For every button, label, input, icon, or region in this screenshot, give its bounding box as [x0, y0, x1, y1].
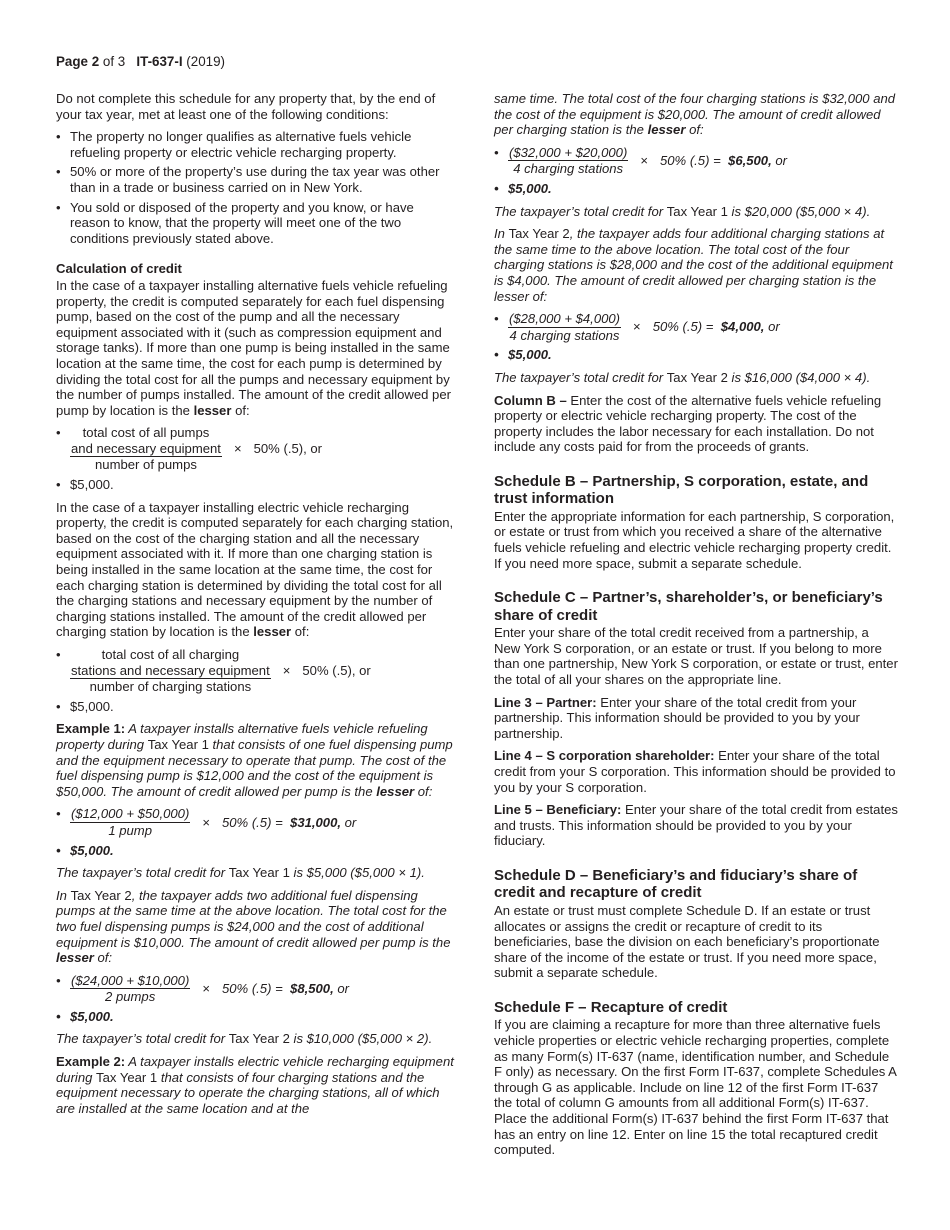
schedule-d-text: An estate or trust must complete Schedule D. If an estate or trust allocates or assigns the credit or recapture of credit to its beneficiaries, base the division on each beneficiary’s proportionate share of the income of the estate or trust. If you need more space, submit a separate schedule. [494, 902, 880, 981]
pump-formula-list [56, 425, 456, 492]
times-sign: × [640, 153, 648, 169]
example1-year2-total: The taxpayer’s total credit for Tax Year 2 is $10,000 ($5,000 × 2). [56, 1031, 433, 1047]
example2-paragraph: Example 2: A taxpayer installs electric vehicle recharging equipment during Tax Year 1 that consists of four charging stations and the equipment necessary to operate the charging stations, all of which are installed at the same location and at the [56, 1054, 454, 1116]
pump-formula [56, 425, 456, 473]
times-sign: × [202, 814, 210, 830]
left-column [56, 91, 456, 1123]
form-year: (2019) [182, 54, 226, 69]
fifty-percent-or: 50% (.5), or [302, 663, 371, 679]
fifty-percent-eq: 50% (.5) = [221, 814, 283, 830]
form-number: IT-637-I [136, 54, 183, 69]
ev-frac-denominator: number of charging stations [89, 679, 252, 695]
line4-paragraph: Line 4 – S corporation shareholder: Enter your share of the total credit from your S corporation. This information should be provided to you by your S corporation. [494, 748, 896, 795]
times-sign: × [233, 441, 242, 457]
example1-year2-formula-list [56, 973, 456, 1025]
times-sign: × [282, 663, 291, 679]
schedule-b-text: Enter the appropriate information for each partnership, S corporation, or estate or trust from which you received a share of the alternative fuels vehicle refueling and electric vehicle recharging property credit. If you need more space, submit a separate schedule. [494, 508, 895, 571]
ex1-frac-numerator: • ($12,000 + $50,000) [71, 806, 190, 822]
ex1-frac-denominator: 1 pump [108, 822, 152, 838]
pump-frac-numerator: and necessary equipment [71, 440, 221, 456]
example1-paragraph: Example 1: A taxpayer installs alternative fuels vehicle refueling property during Tax Year 1 that consists of one fuel dispensing pump and the equipment necessary to operate that pump. The cost of the fuel dispensing pump is $12,000 and the cost of the equipment is $50,000. The amount of credit allowed per pump is the lesser of: [56, 721, 453, 799]
ev-paragraph: In the case of a taxpayer installing electric vehicle recharging property, the credit is computed separately for each charging station, based on the cost of the charging station and all the necessary equipment associated with it. If more than one charging station is being installed in the same location at the same time, the cost for each charging station is determined by dividing the total cost for all the charging stations and necessary equipment by the number of charging stations installed. The amount of the credit allowed per charging station by location is the lesser of: [56, 499, 454, 640]
pump-frac-line1: • total cost of all pumps [82, 425, 210, 441]
ex2-frac-numerator: • ($32,000 + $20,000) [509, 144, 628, 160]
ev-frac-numerator: stations and necessary equipment [71, 662, 270, 678]
page-header [56, 54, 225, 70]
list-item: • You sold or disposed of the property and you know, or have reason to know, that the property will meet one of the two conditions previously stated above. [56, 200, 456, 247]
page-number: Page 2 [56, 54, 100, 69]
schedule-d-heading: Schedule D – Beneficiary’s and fiduciary’s share of credit and recapture of credit [494, 866, 858, 902]
example2-total: The taxpayer’s total credit for Tax Year 1 is $20,000 ($5,000 × 4). [494, 203, 871, 219]
ex2y2-result: $4,000, [720, 319, 765, 335]
fifty-percent-eq: 50% (.5) = [652, 319, 714, 335]
five-thousand-cap: • $5,000. [56, 1009, 456, 1025]
example2-year2: In Tax Year 2, the taxpayer adds four additional charging stations at the same time to the above location. The total cost of the four charging stations is $28,000 and the cost of the additional equipment is $4,000. The amount of credit allowed per charging station is the lesser of: [494, 226, 893, 304]
five-thousand-cap: • $5,000. [56, 699, 456, 715]
ex1y2-result: $8,500, [290, 980, 334, 996]
schedule-f-text: If you are claiming a recapture for more than three alternative fuels vehicle properties or electric vehicle recharging properties, complete as many Form(s) IT-637 (name, identification number, and Schedule F only) as necessary. On the first Form IT-637, complete Schedules A through G as applicable. Include on line 12 of the first Form IT-637 the total of column G amounts from all additional Form(s) IT-637. Place the additional Form(s) IT-637 behind the first Form IT-637 that has an entry on line 12. Enter on line 15 the total recaptured credit computed. [494, 1017, 897, 1158]
ex2y2-frac-denominator: 4 charging stations [509, 327, 620, 343]
example2-formula-list [494, 145, 898, 197]
schedule-b-heading: Schedule B – Partnership, S corporation, estate, and trust information [494, 472, 869, 508]
line3-paragraph: Line 3 – Partner: Enter your share of the total credit from your partnership. This information should be provided to you by your partnership. [494, 694, 860, 741]
schedule-c-text: Enter your share of the total credit received from a partnership, a New York S corporation, or an estate or trust. If you belong to more than one partnership, New York S corporation, or estate or trust, enter the total of all your shares on the appropriate line. [494, 625, 898, 688]
ex2-frac-denominator: 4 charging stations [513, 161, 624, 177]
ex1y2-frac-numerator: • ($24,000 + $10,000) [71, 972, 190, 988]
five-thousand-cap: • $5,000. [494, 181, 898, 197]
column-b-paragraph: Column B – Enter the cost of the alternative fuels vehicle refueling property or electric vehicle recharging property. The cost of the property includes the labor necessary for each installation. Do not include any costs paid for from the proceeds of grants. [494, 392, 882, 455]
line5-paragraph: Line 5 – Beneficiary: Enter your share of the total credit from estates and trusts. This information should be provided to you by your fiduciary. [494, 802, 898, 849]
schedule-c-heading: Schedule C – Partner’s, shareholder’s, or beneficiary’s share of credit [494, 589, 883, 624]
fifty-percent-eq: 50% (.5) = [659, 153, 721, 169]
ex2y2-frac-numerator: • ($28,000 + $4,000) [509, 311, 621, 327]
times-sign: × [633, 319, 641, 335]
ex1y2-frac-denominator: 2 pumps [105, 989, 156, 1005]
example1-formula: • $\frac{(\$12,000 + \$50,000)}{\text{1 pump}}$ × 50% (.5) = $31,000, or [56, 806, 456, 838]
example2-year2-total: The taxpayer’s total credit for Tax Year 2 is $16,000 ($4,000 × 4). [494, 369, 871, 385]
intro-paragraph: Do not complete this schedule for any property that, by the end of your tax year, met at least one of the following conditions: [56, 91, 436, 122]
example2-continued: same time. The total cost of the four charging stations is $32,000 and the cost of the equipment is $20,000. The amount of credit allowed per charging station is the lesser of: [494, 91, 896, 138]
fifty-percent-eq: 50% (.5) = [221, 980, 283, 996]
example1-total: The taxpayer’s total credit for Tax Year 1 is $5,000 ($5,000 × 1). [56, 865, 425, 881]
example2-year2-formula-list [494, 311, 898, 363]
page-of: of 3 [99, 54, 126, 69]
example2-formula: • $\frac{(\$32,000 + \$20,000)}{\text{4 charging stations}}$ × 50% (.5) = $6,500, or [494, 145, 898, 177]
ev-frac-line1: • total cost of all charging [101, 647, 240, 662]
schedule-f-heading: Schedule F – Recapture of credit [494, 998, 728, 1016]
pump-frac-denominator: number of pumps [95, 457, 197, 473]
five-thousand-cap: • $5,000. [494, 347, 898, 363]
ex1-result: $31,000, [290, 814, 341, 830]
list-item: • The property no longer qualifies as alternative fuels vehicle refueling property or electric vehicle recharging property. [56, 129, 456, 160]
ev-formula-list [56, 647, 456, 714]
right-column [494, 91, 898, 1165]
conditions-list [56, 129, 456, 246]
example1-year2: In Tax Year 2, the taxpayer adds two additional fuel dispensing pumps at the same time at the above location. The total cost for the two fuel dispensing pumps is $24,000 and the cost of additional equipment is $10,000. The amount of credit allowed per pump is the lesser of: [56, 887, 451, 966]
fifty-percent-or: 50% (.5), or [253, 441, 323, 457]
calc-paragraph: In the case of a taxpayer installing alternative fuels vehicle refueling property, the credit is computed separately for each fuel dispensing pump, based on the cost of the pump and all the necessary equipment associated with it (such as compression equipment and storage tanks). If more than one pump is being installed in the same location at the same time, the cost for each pump is determined by dividing the total cost for all the pumps and necessary equipment by the number of pumps installed. The amount of the credit allowed per pump by location is the lesser of: [56, 277, 451, 418]
five-thousand-cap: • $5,000. [56, 477, 456, 493]
example2-year2-formula: • $\frac{(\$28,000 + \$4,000)}{\text{4 charging stations}}$ × 50% (.5) = $4,000, or [494, 311, 898, 343]
example1-year2-formula: • $\frac{(\$24,000 + \$10,000)}{\text{2 pumps}}$ × 50% (.5) = $8,500, or [56, 973, 456, 1005]
calc-heading: Calculation of credit [56, 261, 182, 277]
ex2-result: $6,500, [728, 153, 772, 169]
five-thousand-cap: • $5,000. [56, 843, 456, 859]
example1-formula-list [56, 806, 456, 858]
ev-formula [56, 647, 456, 695]
list-item: • 50% or more of the property’s use during the tax year was other than in a trade or business carried on in New York. [56, 164, 456, 195]
times-sign: × [202, 980, 210, 996]
